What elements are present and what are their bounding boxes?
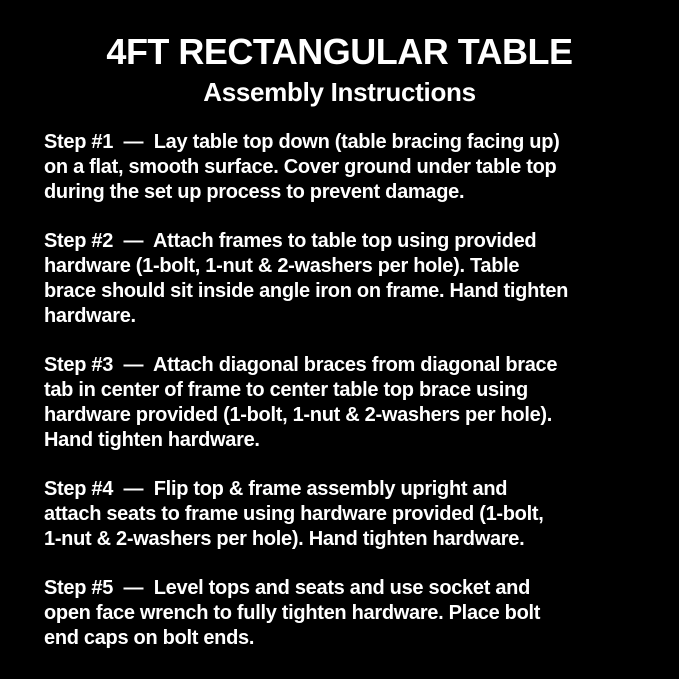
step-paragraph (44, 229, 649, 329)
step-line: Step #4 — Flip top & frame assembly upright and (44, 478, 508, 500)
step-paragraph (44, 477, 649, 552)
step-paragraph (44, 576, 649, 651)
step-line: hardware. (44, 305, 136, 327)
step-line: Step #5 — Level tops and seats and use socket and (44, 577, 530, 599)
page-subtitle: Assembly Instructions (203, 77, 476, 107)
step-line: Step #3 — Attach diagonal braces from diagonal brace (44, 354, 558, 376)
step-paragraph (44, 130, 649, 205)
step-paragraph (44, 353, 649, 453)
step-line: Step #2 — Attach frames to table top using provided (44, 230, 537, 252)
step-line: during the set up process to prevent damage. (44, 181, 465, 203)
step-line: end caps on bolt ends. (44, 627, 255, 649)
step-line: on a flat, smooth surface. Cover ground under table top (44, 156, 557, 178)
step-line: open face wrench to fully tighten hardware. Place bolt (44, 602, 541, 624)
step-line: hardware (1-bolt, 1-nut & 2-washers per hole). Table (44, 255, 520, 277)
step-line: hardware provided (1-bolt, 1-nut & 2-washers per hole). (44, 404, 553, 426)
step-line: Step #1 — Lay table top down (table bracing facing up) (44, 131, 560, 153)
page-title: 4FT RECTANGULAR TABLE (106, 31, 573, 72)
step-line: tab in center of frame to center table top brace using (44, 379, 528, 401)
step-line: attach seats to frame using hardware provided (1-bolt, (44, 503, 544, 525)
step-line: 1-nut & 2-washers per hole). Hand tighten hardware. (44, 528, 525, 550)
step-line: Hand tighten hardware. (44, 429, 260, 451)
step-line: brace should sit inside angle iron on frame. Hand tighten (44, 280, 569, 302)
steps-list (0, 130, 679, 651)
